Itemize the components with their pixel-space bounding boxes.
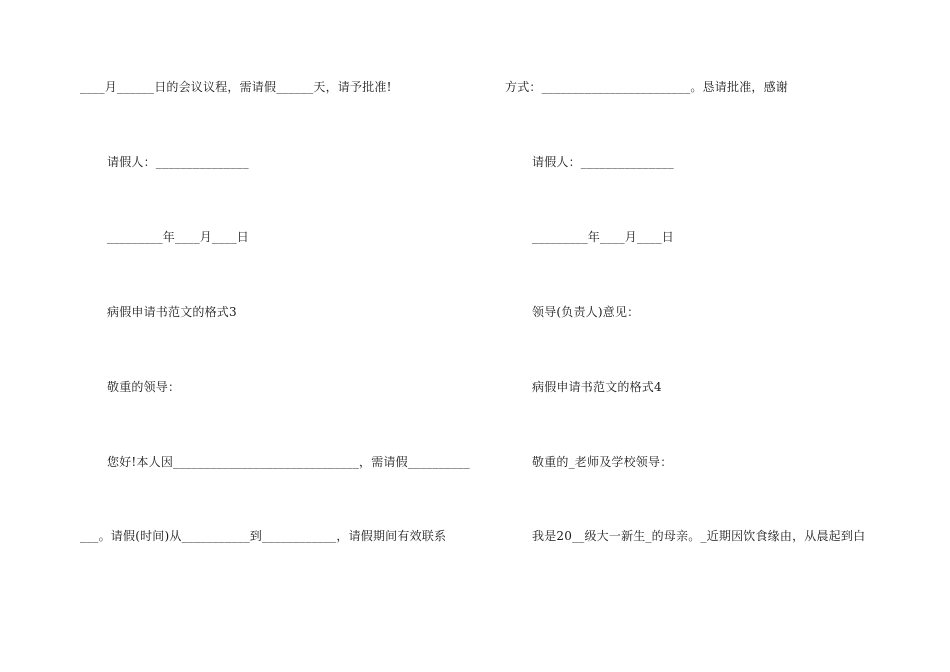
left-section-heading: 病假申请书范文的格式3 [107,305,237,319]
left-applicant-signature: 请假人：_______________ [107,155,249,169]
left-meeting-line: ____月______日的会议议程，需请假______天，请予批准! [80,80,392,94]
right-salutation: 敬重的_老师及学校领导： [532,455,673,469]
left-salutation: 敬重的领导： [107,380,181,394]
right-date-line: _________年____月____日 [532,230,675,244]
left-body-line-1: 您好!本人因______________________________，需请假__________ [107,455,470,469]
right-section-heading: 病假申请书范文的格式4 [532,380,662,394]
right-contact-line: 方式：________________________。恳请批准，感谢 [505,80,789,94]
right-body-line: 我是20__级大一新生_的母亲。_近期因饮食缘由，从晨起到白 [532,529,866,543]
left-body-line-2: ___。请假(时间)从___________到____________，请假期间有效联系 [80,529,447,543]
left-date-line: _________年____月____日 [107,230,250,244]
right-leader-opinion: 领导(负责人)意见： [532,305,640,319]
right-applicant-signature: 请假人：_______________ [532,155,674,169]
